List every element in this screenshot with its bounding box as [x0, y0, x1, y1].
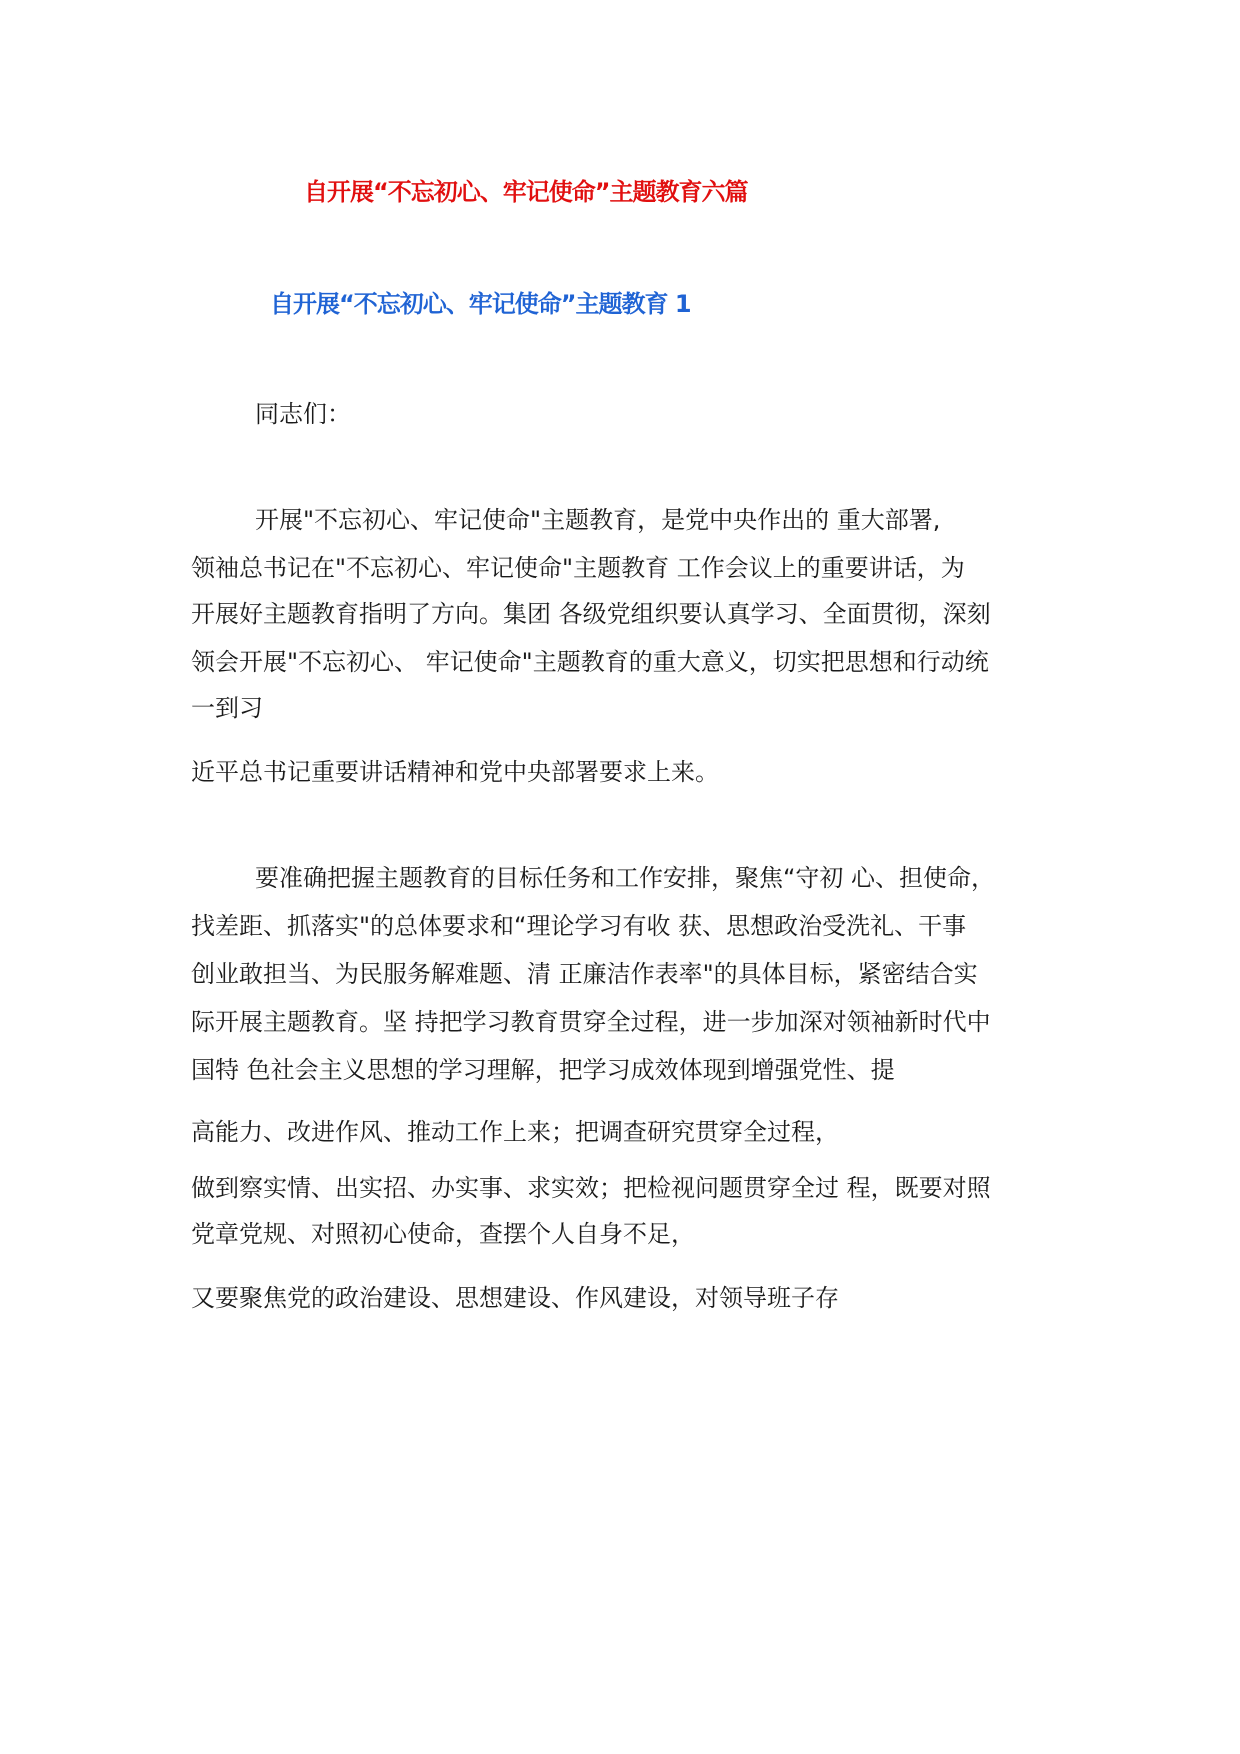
paragraph-2-line: 国特 色社会主义思想的学习理解，把学习成效体现到增强党性、提 — [191, 1056, 895, 1084]
paragraph-1-line: 开展"不忘初心、牢记使命"主题教育，是党中央作出的 重大部署, — [255, 506, 941, 534]
paragraph-3: 高能力、改进作风、推动工作上来；把调查研究贯穿全过程， — [191, 1118, 839, 1146]
paragraph-4-line: 党章党规、对照初心使命，查摆个人自身不足， — [191, 1220, 695, 1248]
paragraph-1-line: 领袖总书记在"不忘初心、牢记使命"主题教育 工作会议上的重要讲话，为 — [191, 554, 965, 582]
paragraph-1-line: 一到习 — [191, 694, 263, 722]
paragraph-1-continuation: 近平总书记重要讲话精神和党中央部署要求上来。 — [191, 758, 719, 786]
paragraph-2-line: 找差距、抓落实"的总体要求和“理论学习有收 获、思想政治受洗礼、干事 — [191, 912, 967, 940]
paragraph-4-line: 做到察实情、出实招、办实事、求实效；把检视问题贯穿全过 程，既要对照 — [191, 1174, 991, 1202]
paragraph-5: 又要聚焦党的政治建设、思想建设、作风建设，对领导班子存 — [191, 1284, 839, 1312]
salutation: 同志们： — [255, 400, 351, 428]
section-title: 自开展“不忘初心、牢记使命”主题教育 1 — [270, 290, 691, 318]
paragraph-1-line: 开展好主题教育指明了方向。集团 各级党组织要认真学习、全面贯彻，深刻 — [191, 600, 991, 628]
paragraph-2-line: 创业敢担当、为民服务解难题、清 正廉洁作表率"的具体目标，紧密结合实 — [191, 960, 978, 988]
paragraph-2-line: 际开展主题教育。坚 持把学习教育贯穿全过程，进一步加深对领袖新时代中 — [191, 1008, 991, 1036]
paragraph-2-line: 要准确把握主题教育的目标任务和工作安排，聚焦“守初 心、担使命， — [255, 864, 996, 892]
document-title: 自开展“不忘初心、牢记使命”主题教育六篇 — [304, 178, 748, 206]
paragraph-1-line: 领会开展"不忘初心、 牢记使命"主题教育的重大意义，切实把思想和行动统 — [191, 648, 989, 676]
